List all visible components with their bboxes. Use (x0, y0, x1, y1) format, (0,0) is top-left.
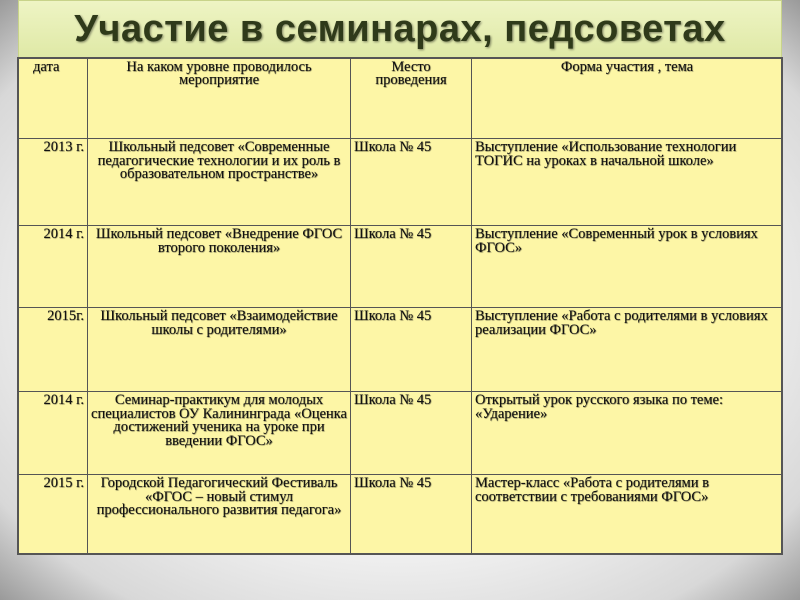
table-row (19, 226, 783, 308)
row-year: 2013 г. (19, 139, 88, 226)
row-form: Выступление «Современный урок в условиях ФГОС» (472, 226, 783, 308)
row-place: Школа № 45 (351, 308, 472, 392)
row-place: Школа № 45 (351, 226, 472, 308)
row-form: Открытый урок русского языка по теме: «Ударение» (472, 392, 783, 475)
row-level: Школьный педсовет «Современные педагогические технологии и их роль в образовательном пространстве» (88, 139, 351, 226)
row-level: Школьный педсовет «Взаимодействие школы с родителями» (88, 308, 351, 392)
table-row (19, 392, 783, 475)
row-year: 2014 г. (19, 226, 88, 308)
table-row (19, 475, 783, 555)
page-title: Участие в семинарах, педсоветах (18, 0, 782, 58)
header-place: Место проведения (351, 59, 472, 139)
row-level: Школьный педсовет «Внедрение ФГОС второго поколения» (88, 226, 351, 308)
row-form: Выступление «Использование технологии ТОГИС на уроках в начальной школе» (472, 139, 783, 226)
header-form: Форма участия , тема (472, 59, 783, 139)
row-form: Мастер-класс «Работа с родителями в соответствии с требованиями ФГОС» (472, 475, 783, 555)
row-place: Школа № 45 (351, 139, 472, 226)
row-place: Школа № 45 (351, 392, 472, 475)
row-level: Семинар-практикум для молодых специалистов ОУ Калининграда «Оценка достижений ученика на уроке при введении ФГОС» (88, 392, 351, 475)
table-header-row (19, 59, 783, 139)
row-form: Выступление «Работа с родителями в условиях реализации ФГОС» (472, 308, 783, 392)
row-year: 2014 г. (19, 392, 88, 475)
header-level: На каком уровне проводилось мероприятие (88, 59, 351, 139)
table-row (19, 139, 783, 226)
row-year: 2015 г. (19, 475, 88, 555)
header-date: дата (19, 59, 88, 139)
table-row (19, 308, 783, 392)
row-place: Школа № 45 (351, 475, 472, 555)
seminars-table (18, 58, 783, 555)
row-level: Городской Педагогический Фестиваль «ФГОС – новый стимул профессионального развития педагога» (88, 475, 351, 555)
row-year: 2015г. (19, 308, 88, 392)
